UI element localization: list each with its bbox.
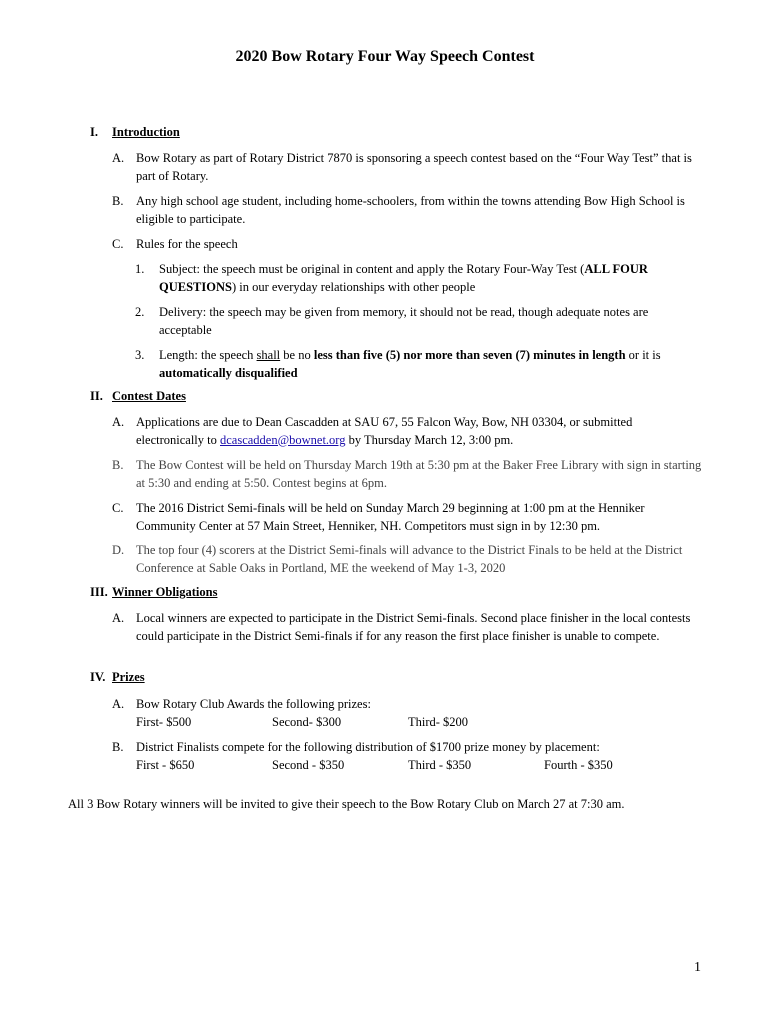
item-text: The Bow Contest will be held on Thursday March 19th at 5:30 pm at the Baker Free Library with sign in starting at 5:30 and ending at 5:50. Contest begins at 6pm.	[136, 458, 702, 490]
dates-item-d	[112, 542, 702, 577]
item-label: A.	[112, 697, 125, 711]
section-heading-prizes	[90, 670, 145, 685]
prizes-item-a	[112, 696, 702, 731]
item-label: C.	[112, 237, 124, 251]
section-number: III.	[90, 585, 108, 599]
rule-text: Length: the speech	[159, 348, 257, 362]
prize-first: First - $650	[136, 757, 195, 772]
item-label: 3.	[135, 348, 145, 362]
rule-text: ) in our everyday relationships with other people	[231, 279, 476, 294]
item-text-part: Applications are due to Dean Cascadden at SAU 67, 55 Falcon Way, Bow, NH 03304, or submitted electronically to	[136, 415, 633, 447]
email-link[interactable]: dcascadden@bownet.org	[220, 432, 346, 447]
item-text: The 2016 District Semi-finals will be held on Sunday March 29 beginning at 1:00 pm at the Henniker Community Center at 57 Main Street, Henniker, NH. Competitors must sign in by 12:30 pm.	[136, 501, 645, 533]
item-text: Delivery: the speech may be given from memory, it should not be read, though adequate notes are acceptable	[159, 305, 649, 337]
intro-item-a	[112, 150, 702, 185]
obligations-item-a	[112, 610, 702, 645]
prize-list	[136, 714, 702, 732]
dates-item-c	[112, 500, 702, 535]
item-label: 2.	[135, 305, 145, 319]
rule-emphasis: ALL FOUR QUESTIONS	[159, 262, 648, 294]
section-title: Contest Dates	[112, 389, 186, 403]
item-label: A.	[112, 611, 125, 625]
rule-emphasis: automatically disqualified	[159, 365, 298, 380]
rule-underline: shall	[256, 348, 281, 362]
intro-item-c	[112, 236, 702, 254]
section-number: IV.	[90, 670, 106, 684]
item-label: A.	[112, 415, 125, 429]
item-label: D.	[112, 543, 125, 557]
prizes-item-b	[112, 739, 702, 774]
section-heading-introduction	[90, 125, 180, 140]
section-heading-contest-dates	[90, 389, 186, 404]
rule-item-subject	[135, 261, 695, 296]
section-number: I.	[90, 125, 98, 139]
item-text-part: by Thursday March 12, 3:00 pm.	[345, 432, 514, 447]
closing-statement: All 3 Bow Rotary winners will be invited to give their speech to the Bow Rotary Club on March 27 at 7:30 am.	[68, 797, 625, 811]
rule-item-length	[135, 347, 695, 382]
prize-third: Third - $350	[408, 757, 472, 772]
rule-text: be no	[280, 348, 314, 362]
item-label: 1.	[135, 262, 145, 276]
prize-third: Third- $200	[408, 714, 469, 729]
item-label: B.	[112, 194, 124, 208]
dates-item-a	[112, 414, 702, 449]
page-number: 1	[694, 960, 701, 975]
item-text	[136, 414, 702, 449]
rule-item-delivery	[135, 304, 695, 339]
section-number: II.	[90, 389, 103, 403]
item-text: Any high school age student, including home-schoolers, from within the towns attending Bow High School is eligible to participate.	[136, 194, 685, 226]
section-heading-winner-obligations	[90, 585, 217, 600]
intro-item-b	[112, 193, 702, 228]
rule-text: or it is	[625, 348, 661, 362]
rule-emphasis: less than five (5) nor more than seven (7) minutes in length	[313, 348, 626, 362]
item-text	[159, 261, 695, 296]
rule-text: Subject: the speech must be original in content and apply the Rotary Four-Way Test (	[159, 262, 585, 276]
item-text: Bow Rotary as part of Rotary District 7870 is sponsoring a speech contest based on the “Four Way Test” that is part of Rotary.	[136, 151, 692, 183]
prize-fourth: Fourth - $350	[544, 757, 613, 772]
section-title: Prizes	[112, 670, 145, 684]
prize-first: First- $500	[136, 714, 192, 729]
item-label: C.	[112, 501, 124, 515]
item-text: District Finalists compete for the following distribution of $1700 prize money by placement:	[136, 740, 600, 754]
item-label: A.	[112, 151, 125, 165]
section-title: Winner Obligations	[112, 585, 218, 599]
item-text	[159, 347, 695, 382]
dates-item-b	[112, 457, 702, 492]
prize-second: Second - $350	[272, 757, 345, 772]
item-text: Local winners are expected to participate in the District Semi-finals. Second place finisher in the local contests could participate in the District Semi-finals if for any reason the first place finisher is unable to compete.	[136, 611, 691, 643]
item-text: Rules for the speech	[136, 237, 238, 251]
prize-second: Second- $300	[272, 714, 342, 729]
item-text: Bow Rotary Club Awards the following prizes:	[136, 697, 371, 711]
item-label: B.	[112, 458, 124, 472]
item-text: The top four (4) scorers at the District Semi-finals will advance to the District Finals to be held at the District Conference at Sable Oaks in Portland, ME the weekend of May 1-3, 2020	[136, 543, 683, 575]
prize-list	[136, 757, 702, 775]
section-title: Introduction	[112, 125, 180, 139]
item-label: B.	[112, 740, 124, 754]
document-title: 2020 Bow Rotary Four Way Speech Contest	[235, 48, 535, 65]
